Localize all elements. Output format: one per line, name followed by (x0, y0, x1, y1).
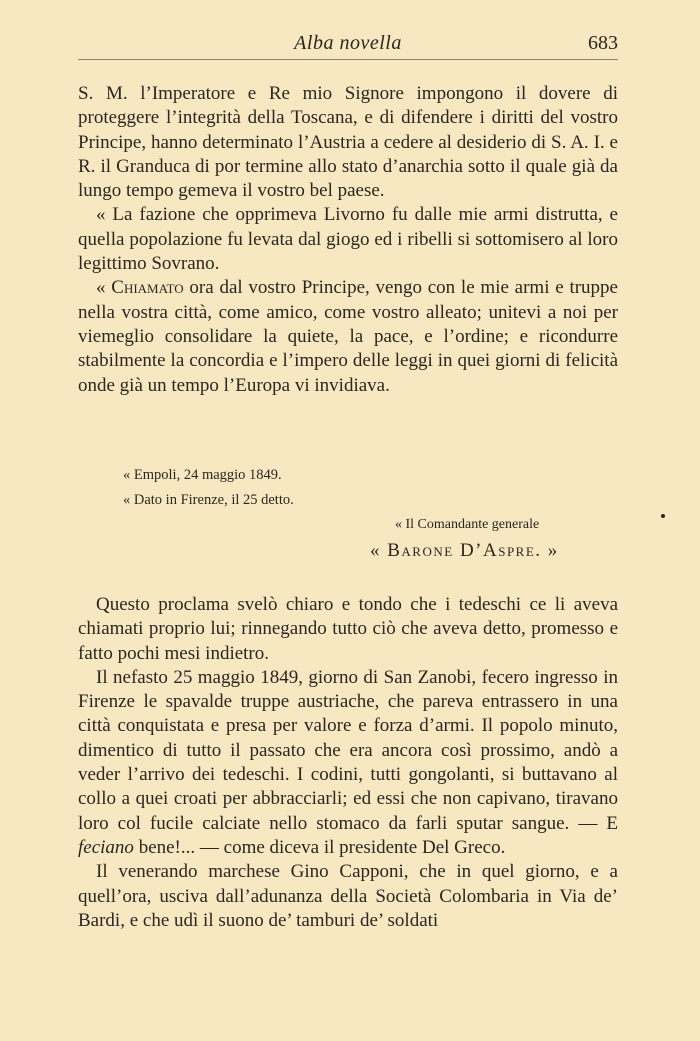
small-caps-lead: « Chiamato (96, 277, 184, 299)
proclamation-paragraph: S. M. l’Imperatore e Re mio Signore impongono il dovere di proteggere l’integrità della Toscana, e di difendere i diritti del vostro Principe, hanno determinato l’Austria a cedere al desiderio di S. A. I. e R. il Granduca di por termine allo stato d’anarchia sotto il quale già da lungo tempo gemeva il vostro bel paese. (78, 83, 618, 202)
proclamation-paragraph: « La fazione che opprimeva Livorno fu dalle mie armi distrutta, e quella popolazione fu levata dal giogo ed i ribelli si sottomisero al loro legittimo Sovrano. (78, 204, 618, 275)
narrative-paragraph: Il venerando marchese Gino Capponi, che in quel giorno, e a quell’ora, usciva dall’adunanza della Società Colombaria in Via de’ Bardi, e che udì il suono de’ tamburi de’ soldati (78, 861, 618, 931)
narrative-paragraph (78, 666, 618, 860)
narrative-paragraph: Questo proclama svelò chiaro e tondo che i tedeschi ce li aveva chiamati proprio lui; rinnegando tutto ciò che aveva detto, promesso e fatto pochi mesi indietro. (78, 594, 618, 664)
signoff-signature: « Barone D’Aspre. » (370, 540, 559, 561)
paragraph-end: bene!... — come diceva il presidente Del Greco. (133, 836, 506, 858)
signoff-date-empoli: « Empoli, 24 maggio 1849. (123, 467, 282, 483)
narrative-text (78, 593, 618, 933)
signoff-date-firenze: « Dato in Firenze, il 25 detto. (123, 492, 294, 508)
signoff-title: « Il Comandante generale (395, 517, 540, 532)
paragraph-start: Il nefasto 25 maggio 1849, giorno di San Zanobi, fecero ingresso in Firenze le spavalde truppe austriache, che pareva entrassero in una città conquistata e presa per valore e forza d’armi. Il popolo minuto, dimentico di tutto il passato che era ancora così prossimo, andò a veder l’arrivo dei tedeschi. I codini, tutti gongolanti, si buttavano al collo a quei croati per abbracciarli; ed essi che non capivano, tiravano loro col fucile calciate nello stomaco da farli sputar sangue. — E (78, 666, 618, 834)
header-rule (78, 59, 618, 60)
proclamation-text (78, 82, 618, 398)
paragraph-rest: ora dal vostro Principe, vengo con le mie armi e truppe nella vostra città, come amico, come vostro alleato; unitevi a noi per viemeglio consolidare la quiete, la pace, e l’ordine; e ricondurre stabilmente la concordia e l’impero delle leggi in quei giorni di felicità onde già un tempo l’Europa vi invidiava. (78, 277, 618, 396)
page-number: 683 (588, 32, 618, 54)
ink-speck (661, 514, 665, 518)
running-header (78, 30, 618, 58)
running-title: Alba novella (294, 32, 402, 54)
italic-word: feciano (78, 836, 134, 858)
proclamation-paragraph (78, 276, 618, 397)
